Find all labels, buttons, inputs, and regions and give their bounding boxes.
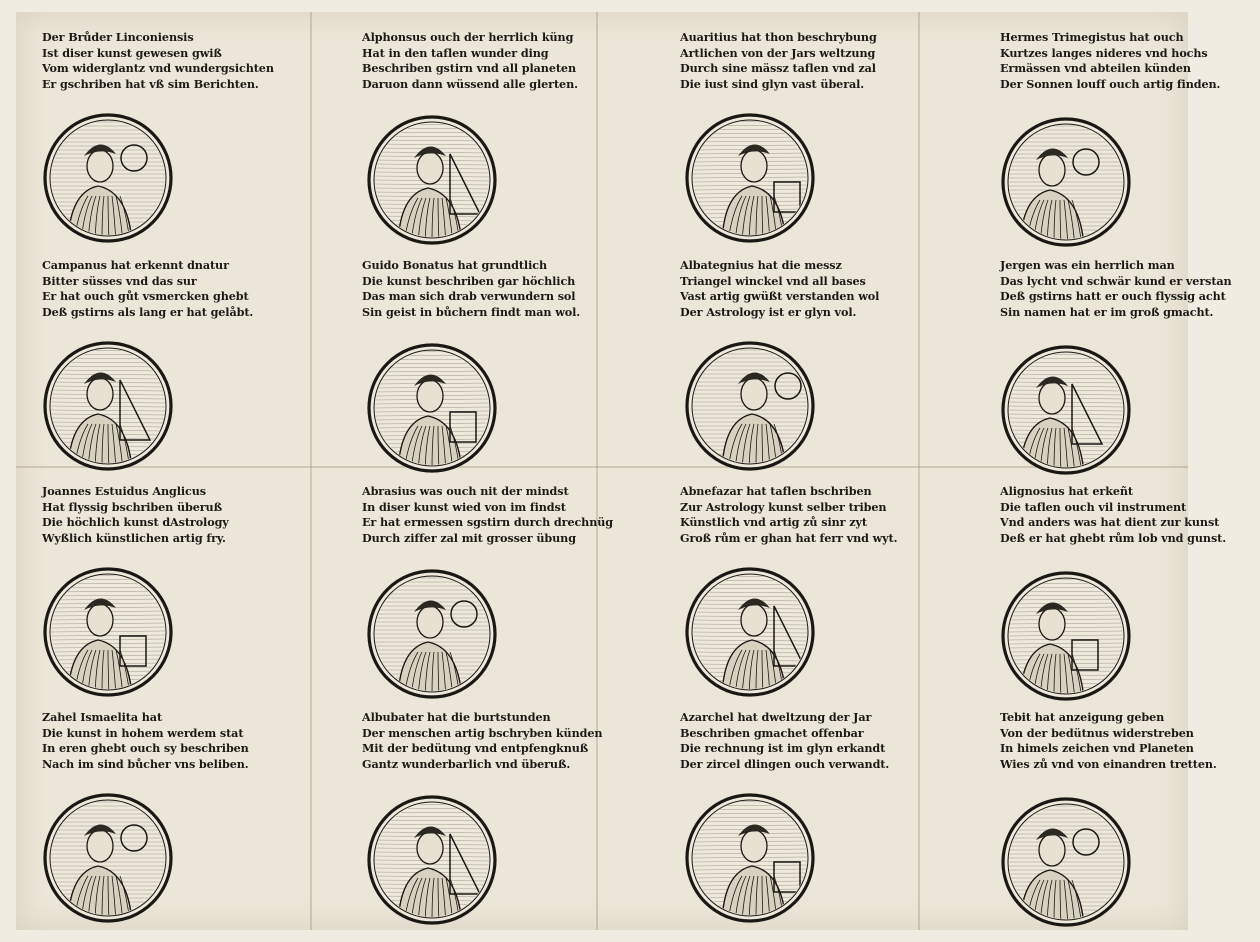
verse-line: Daruon dann wüssend alle glerten. <box>362 76 578 91</box>
verse-line: Artlichen von der Jars weltzung <box>680 45 876 60</box>
verse-block <box>362 484 622 546</box>
verse-line: Wies zů vnd von einandren tretten. <box>1000 756 1217 771</box>
verse-line: Durch ziffer zal mit grosser übung <box>362 530 576 545</box>
astrologer-panel <box>1000 484 1260 709</box>
verse-line: Die iust sind glyn vast überal. <box>680 76 865 91</box>
verse-line: Hermes Trimegistus hat ouch <box>1000 30 1184 44</box>
woodcut-portrait-icon <box>1000 796 1132 928</box>
verse-line: Wyßlich künstlichen artig fry. <box>42 530 226 545</box>
verse-line: Das man sich drab verwundern sol <box>362 289 576 304</box>
verse-line: Beschriben gstirn vnd all planeten <box>362 61 576 76</box>
verse-line: Deß gstirns hatt er ouch flyssig acht <box>1000 289 1226 304</box>
verse-line: Zahel Ismaelita hat <box>42 710 163 724</box>
verse-block <box>680 30 940 92</box>
verse-line: Der zircel dlingen ouch verwandt. <box>680 756 890 771</box>
verse-line: Er hat ouch gůt vsmercken ghebt <box>42 289 249 304</box>
fold-line <box>310 12 312 930</box>
woodcut-portrait-icon <box>42 340 174 472</box>
verse-line: Das lycht vnd schwär kund er verstan <box>1000 273 1232 288</box>
astrologer-panel <box>1000 710 1260 935</box>
woodcut-portrait-icon <box>366 114 498 246</box>
verse-line: Abrasius was ouch nit der mindst <box>362 484 569 498</box>
woodcut-portrait-icon <box>684 792 816 924</box>
verse-line: Groß rům er ghan hat ferr vnd wyt. <box>680 530 898 545</box>
verse-line: Die taflen ouch vil instrument <box>1000 499 1187 514</box>
woodcut-portrait-icon <box>684 112 816 244</box>
verse-line: Zur Astrology kunst selber triben <box>680 499 887 514</box>
verse-line: Nach im sind bůcher vns beliben. <box>42 756 249 771</box>
astrologer-panel <box>42 30 302 255</box>
verse-line: Der Sonnen louff ouch artig finden. <box>1000 76 1221 91</box>
verse-line: In himels zeichen vnd Planeten <box>1000 741 1194 756</box>
woodcut-portrait-icon <box>42 792 174 924</box>
verse-block <box>680 258 940 320</box>
verse-block <box>1000 30 1260 92</box>
verse-line: Abnefazar hat taflen bschriben <box>680 484 872 498</box>
verse-line: Deß gstirns als lang er hat gelåbt. <box>42 304 254 319</box>
verse-line: Kurtzes langes nideres vnd hochs <box>1000 45 1208 60</box>
verse-line: Deß er hat ghebt rům lob vnd gunst. <box>1000 530 1227 545</box>
verse-line: Ist diser kunst gewesen gwiß <box>42 45 222 60</box>
verse-line: Bitter süsses vnd das sur <box>42 273 197 288</box>
verse-line: Gantz wunderbarlich vnd überuß. <box>362 756 571 771</box>
woodcut-portrait-icon <box>366 568 498 700</box>
verse-line: Die kunst beschriben gar höchlich <box>362 273 576 288</box>
verse-line: Durch sine mässz taflen vnd zal <box>680 61 876 76</box>
woodcut-portrait-icon <box>42 112 174 244</box>
verse-block <box>42 258 302 320</box>
woodcut-portrait-icon <box>366 342 498 474</box>
verse-line: Joannes Estuidus Anglicus <box>42 484 206 498</box>
verse-line: Alignosius hat erkeñt <box>1000 484 1134 498</box>
verse-line: Die kunst in hohem werdem stat <box>42 725 244 740</box>
verse-line: Er gschriben hat vß sim Berichten. <box>42 76 259 91</box>
woodcut-portrait-icon <box>1000 116 1132 248</box>
verse-line: Ermässen vnd abteilen künden <box>1000 61 1191 76</box>
verse-line: Der menschen artig bschryben künden <box>362 725 603 740</box>
woodcut-portrait-icon <box>1000 570 1132 702</box>
verse-line: Mit der bedütung vnd entpfengknuß <box>362 741 589 756</box>
astrologer-panel <box>42 710 302 935</box>
verse-line: Vom widerglantz vnd wundergsichten <box>42 61 274 76</box>
verse-line: In eren ghebt ouch sy beschriben <box>42 741 249 756</box>
verse-line: Der Brůder Linconiensis <box>42 30 194 44</box>
astrologer-panel <box>1000 30 1260 255</box>
astrologer-panel <box>680 258 940 483</box>
verse-line: Von der bedütnus widerstreben <box>1000 725 1194 740</box>
verse-line: In diser kunst wied von im findst <box>362 499 566 514</box>
astrologer-panel <box>362 30 622 255</box>
verse-block <box>680 484 940 546</box>
verse-line: Jergen was ein herrlich man <box>1000 258 1175 272</box>
woodcut-portrait-icon <box>42 566 174 698</box>
verse-line: Albubater hat die burtstunden <box>362 710 551 724</box>
verse-line: Alphonsus ouch der herrlich küng <box>362 30 574 44</box>
verse-line: Hat flyssig bschriben überuß <box>42 499 222 514</box>
verse-block <box>680 710 940 772</box>
astrologer-panel <box>362 710 622 935</box>
woodcut-portrait-icon <box>366 794 498 926</box>
verse-block <box>1000 710 1260 772</box>
verse-block <box>42 710 302 772</box>
verse-block <box>42 484 302 546</box>
verse-line: Beschriben gmachet offenbar <box>680 725 864 740</box>
astrologer-panel <box>362 258 622 483</box>
astrologer-panel <box>680 30 940 255</box>
astrologer-panel <box>680 710 940 935</box>
verse-line: Auaritius hat thon beschrybung <box>680 30 877 44</box>
verse-block <box>362 258 622 320</box>
astrologer-panel <box>42 258 302 483</box>
woodcut-portrait-icon <box>1000 344 1132 476</box>
verse-block <box>362 30 622 92</box>
verse-line: Triangel winckel vnd all bases <box>680 273 866 288</box>
astrologer-panel <box>680 484 940 709</box>
astrologer-panel <box>1000 258 1260 483</box>
verse-block <box>42 30 302 92</box>
verse-line: Vnd anders was hat dient zur kunst <box>1000 515 1220 530</box>
verse-block <box>1000 258 1260 320</box>
astrologer-panel <box>362 484 622 709</box>
verse-line: Sin namen hat er im groß gmacht. <box>1000 304 1214 319</box>
verse-line: Die höchlich kunst dAstrology <box>42 515 229 530</box>
verse-line: Hat in den taflen wunder ding <box>362 45 549 60</box>
woodcut-portrait-icon <box>684 340 816 472</box>
verse-line: Albategnius hat die messz <box>680 258 842 272</box>
verse-line: Guido Bonatus hat grundtlich <box>362 258 547 272</box>
verse-block <box>1000 484 1260 546</box>
verse-line: Künstlich vnd artig zů sinr zyt <box>680 515 867 530</box>
verse-line: Vast artig gwüßt verstanden wol <box>680 289 880 304</box>
verse-line: Die rechnung ist im glyn erkandt <box>680 741 886 756</box>
astrologer-panel <box>42 484 302 709</box>
verse-line: Der Astrology ist er glyn vol. <box>680 304 857 319</box>
verse-line: Sin geist in bůchern findt man wol. <box>362 304 581 319</box>
verse-line: Er hat ermessen sgstirn durch drechnüg <box>362 515 613 530</box>
verse-line: Azarchel hat dweltzung der Jar <box>680 710 872 724</box>
verse-block <box>362 710 622 772</box>
woodcut-portrait-icon <box>684 566 816 698</box>
verse-line: Tebit hat anzeigung geben <box>1000 710 1165 724</box>
verse-line: Campanus hat erkennt dnatur <box>42 258 229 272</box>
